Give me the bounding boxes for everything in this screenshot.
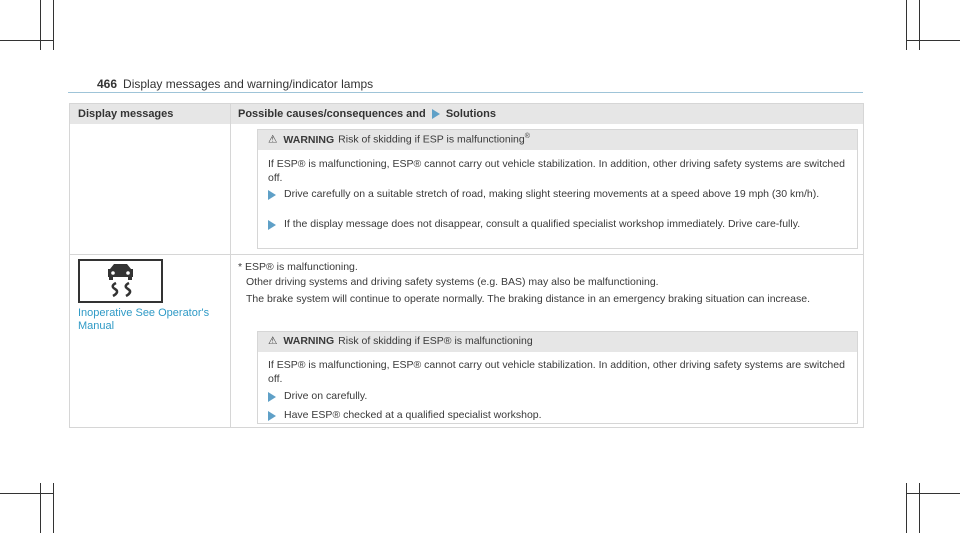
col-header-causes-text: Possible causes/consequences and — [238, 108, 426, 120]
crop-mark — [53, 0, 54, 50]
warning-text: Risk of skidding if ESP is malfunctioning — [338, 133, 525, 146]
step-text: Have ESP® checked at a qualified specialist workshop. — [284, 409, 542, 421]
warning-triangle-icon: ⚠ — [268, 335, 278, 347]
warning-body: If ESP® is malfunctioning, ESP® cannot carry out vehicle stabilization. In addition, other driving safety systems are switched off. — [268, 158, 845, 184]
arrow-icon — [268, 411, 276, 421]
warning-title: ⚠ WARNING Risk of skidding if ESP is malfunctioning® — [268, 133, 530, 146]
crop-mark — [40, 0, 41, 50]
warning-label: WARNING — [283, 133, 335, 146]
page-title: Display messages and warning/indicator lamps — [123, 77, 374, 91]
crop-mark — [0, 493, 53, 494]
arrow-icon — [432, 109, 440, 119]
warning-text: Risk of skidding if ESP® is malfunctioning — [338, 335, 533, 347]
crop-mark — [0, 40, 53, 41]
warning-bar — [258, 332, 857, 352]
cause-text: ESP® is malfunctioning. — [245, 261, 358, 273]
col-header-display-messages: Display messages — [78, 108, 174, 120]
cause-marker: * — [238, 261, 243, 273]
page-header — [97, 77, 373, 91]
crop-mark — [906, 0, 907, 50]
arrow-icon — [268, 220, 276, 230]
warning-bar — [258, 130, 857, 150]
step-text: If the display message does not disappear, consult a qualified specialist workshop immediately. Drive care-fully. — [284, 218, 801, 230]
step-text: Drive carefully on a suitable stretch of road, making slight steering movements at a speed above 19 mph (30 km/h). — [284, 188, 820, 200]
warning-triangle-icon: ⚠ — [268, 133, 278, 146]
page-number: 466 — [97, 77, 118, 91]
arrow-icon — [268, 190, 276, 200]
crop-mark — [40, 483, 41, 533]
col-header-solutions-text: Solutions — [445, 108, 496, 120]
table-header — [70, 104, 863, 124]
crop-mark — [906, 483, 907, 533]
arrow-icon — [268, 392, 276, 402]
crop-mark — [919, 0, 920, 50]
crop-mark — [906, 40, 960, 41]
cause-line — [238, 261, 858, 275]
warning-title — [268, 335, 533, 347]
header-rule — [68, 92, 863, 93]
warning-box — [257, 331, 858, 424]
column-divider — [230, 104, 231, 427]
consequence-text: Other driving systems and driving safety systems (e.g. BAS) may also be malfunctioning. — [246, 276, 659, 288]
consequence-text: The brake system will continue to operate normally. The braking distance in an emergency braking situation can increase. — [246, 293, 810, 305]
inoperative-link[interactable]: Inoperative See Operator's Manual — [78, 307, 210, 332]
crop-mark — [53, 483, 54, 533]
messages-table — [69, 103, 864, 428]
warning-label: WARNING — [283, 335, 335, 347]
crop-mark — [906, 493, 960, 494]
warning-body: If ESP® is malfunctioning, ESP® cannot carry out vehicle stabilization. In addition, other driving safety systems are switched off. — [268, 359, 845, 385]
col-header-causes — [238, 108, 496, 120]
row-divider — [70, 254, 863, 255]
crop-mark — [919, 483, 920, 533]
esp-skid-icon — [78, 259, 163, 303]
warning-box — [257, 129, 858, 249]
step-text: Drive on carefully. — [284, 390, 368, 402]
